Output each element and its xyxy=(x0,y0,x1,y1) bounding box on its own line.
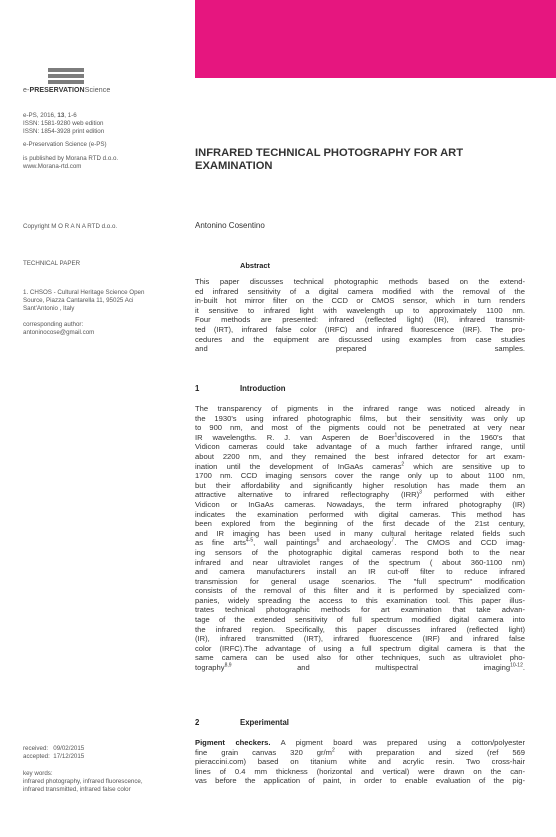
text-line: (IR), infrared transmitted (IRT), infrared fluorescence (IRF) and infrared false xyxy=(195,634,525,644)
text-line: cedures and the equipment are discussed using examples from case studies xyxy=(195,334,525,344)
publisher-info xyxy=(23,155,173,171)
title-line: INFRARED TECHNICAL PHOTOGRAPHY FOR ART xyxy=(195,147,464,159)
text-line: transmission for general usage scenarios. The "full spectrum" modification xyxy=(195,576,525,586)
keywords-line: infrared transmitted, infrared false color xyxy=(23,786,131,794)
journal-name: e-Preservation Science (e-PS) xyxy=(23,141,107,148)
text-line: trates technical photographic methods for art examination that take advan- xyxy=(195,605,525,615)
affiliation-line: Source, Piazza Cantarella 11, 95025 Aci xyxy=(23,297,134,305)
text-line: The transparency of pigments in the infrared range was noticed already in xyxy=(195,404,525,413)
text-line: This paper discusses technical photographic methods based on the extend- xyxy=(195,277,525,286)
section-title: Introduction xyxy=(240,384,286,393)
text-line: about 2200 nm, and they remained the best infrared detector for art exam- xyxy=(195,451,525,461)
text-line: consists of the removal of this filter and it is performed by specialized com- xyxy=(195,586,525,596)
text-line: IR wavelengths. R. J. van Asperen de Boer$^1$discovered in the 1960's that xyxy=(195,432,525,442)
text-line: and IR imaging has been used in many cultural heritage related fields such xyxy=(195,528,525,538)
text-line: ted (IRT), infrared false color (IRFC) and infrared fluorescence (IRF). The pro- xyxy=(195,324,525,334)
text-line: been explored from the beginning of the first decade of the 21st century, xyxy=(195,519,525,529)
text-line: Four methods are presented: infrared (reflected light) (IR), infrared transmit- xyxy=(195,315,525,325)
journal-meta xyxy=(23,112,173,137)
paper-title xyxy=(195,147,535,173)
issn-print: ISSN: 1854-3928 print edition xyxy=(23,128,105,136)
logo-wordmark: e-PRESERVATIONScience xyxy=(23,87,111,94)
title-line: EXAMINATION xyxy=(195,160,273,172)
paper-type: TECHNICAL PAPER xyxy=(23,260,81,267)
introduction-body xyxy=(195,404,525,673)
paragraph-lead: Pigment checkers. xyxy=(195,738,271,747)
keywords xyxy=(23,770,173,795)
abstract-heading: Abstract xyxy=(240,261,270,270)
text-line: but their affordability and significantly higher resolution has made them an xyxy=(195,480,525,490)
copyright: Copyright M O R A N A RTD d.o.o. xyxy=(23,223,118,230)
corresponding-email: antoninocose@gmail.com xyxy=(23,329,95,337)
text-line: color (IRFC).The advantage of using a full spectrum digital camera is that the xyxy=(195,643,525,653)
text-line: indicates the examination performed with digital cameras. This method has xyxy=(195,509,525,519)
text-line: pieraccini.com) based on titanium white and acrylic resin. Two cross-hair xyxy=(195,757,525,767)
dates xyxy=(23,745,173,761)
text-line: tography$^{8,9}$ and multispectral imaging$^{10-12}$. xyxy=(195,662,525,673)
affiliation-line: Sant'Antonio , Italy xyxy=(23,305,75,313)
text-line: ing sensors of the photographic digital cameras respond both to the near xyxy=(195,547,525,557)
keywords-line: infrared photography, infrared fluorescence, xyxy=(23,778,143,786)
header-color-band xyxy=(195,0,556,78)
keywords-label: key words: xyxy=(23,770,53,777)
text-line: fine grain canvas 320 $gr/m^2$ with preparation and sized (ref 569 xyxy=(195,747,525,757)
text-line: 1700 nm. CCD imaging sensors cover the range only up to about 1100 nm, xyxy=(195,471,525,481)
text-line: as fine arts$^{4-5}$, wall paintings$^6$ and archaeology$^7$. The CMOS and CCD imag- xyxy=(195,537,525,548)
text-line: Vidicon cameras could take advantage of a much farther infrared range, until xyxy=(195,442,525,452)
text-line: vas before the application of paint, in order to enable evaluation of the pig- xyxy=(195,776,525,786)
journal-logo xyxy=(23,68,173,98)
received-date: received: 09/02/2015 xyxy=(23,745,85,752)
experimental-body xyxy=(195,738,525,786)
issn-web: ISSN: 1581-9280 web edition xyxy=(23,120,104,128)
text-line: it sensitive to infrared light with wavelength up to approximately 1100 nm. xyxy=(195,305,525,315)
text-line: Pigment checkers. A pigment board was prepared using a cotton/polyester xyxy=(195,738,525,747)
text-line: in-built hot mirror filter on the CCD or CMOS sensor, which in turn renders xyxy=(195,296,525,306)
author-name: Antonino Cosentino xyxy=(195,221,265,230)
text-line: panies, widely spreading the access to this examination tool. This paper illus- xyxy=(195,595,525,605)
affiliation-line: 1. CHSOS - Cultural Heritage Science Open xyxy=(23,289,145,296)
section-number: 1 xyxy=(195,384,200,393)
text-line: and camera manufacturers install an IR cut-off filter to reduce infrared xyxy=(195,567,525,577)
affiliation xyxy=(23,289,173,314)
text-line: lines of 0.4 mm thickness (horizontal and vertical) were drawn on the can- xyxy=(195,766,525,776)
corresponding-label: corresponding author: xyxy=(23,321,84,328)
text-line: ination until the development of InGaAs cameras$^2$ which are sensitive up to xyxy=(195,461,525,471)
section-number: 2 xyxy=(195,718,200,727)
corresponding-author xyxy=(23,321,173,337)
citation-line: e-PS, 2016, 13, 1-6 xyxy=(23,112,77,119)
text-line: the 1930's using infrared photographic films, but their sensitivity was only up xyxy=(195,413,525,423)
text-line: infrared and near ultraviolet ranges of the spectrum ( about 360-1100 nm) xyxy=(195,557,525,567)
accepted-date: accepted: 17/12/2015 xyxy=(23,753,85,761)
publisher-line: is published by Morana RTD d.o.o. xyxy=(23,155,119,162)
text-line: tage of the extended sensitivity of full spectrum modified digital camera into xyxy=(195,615,525,625)
text-line: the infrared region. Specifically, this paper discusses infrared (reflected light) xyxy=(195,624,525,634)
text-line: same camera can be used also for other techniques, such as ultraviolet pho- xyxy=(195,653,525,663)
text-line: Vidicon or InGaAs cameras. Nowadays, the term infrared photography (IR) xyxy=(195,499,525,509)
abstract-body xyxy=(195,277,525,354)
text-line: to 900 nm, and most of the pigments could not be penetrated at very near xyxy=(195,423,525,433)
text-line: and prepared samples. xyxy=(195,344,525,354)
section-title: Experimental xyxy=(240,718,289,727)
text-line: attractive alternative to infrared reflectography (IRR)$^3$ performed with either xyxy=(195,489,525,500)
publisher-url: www.Morana-rtd.com xyxy=(23,163,82,171)
text-line: ed infrared sensitivity of a digital camera modified with the removal of the xyxy=(195,286,525,296)
